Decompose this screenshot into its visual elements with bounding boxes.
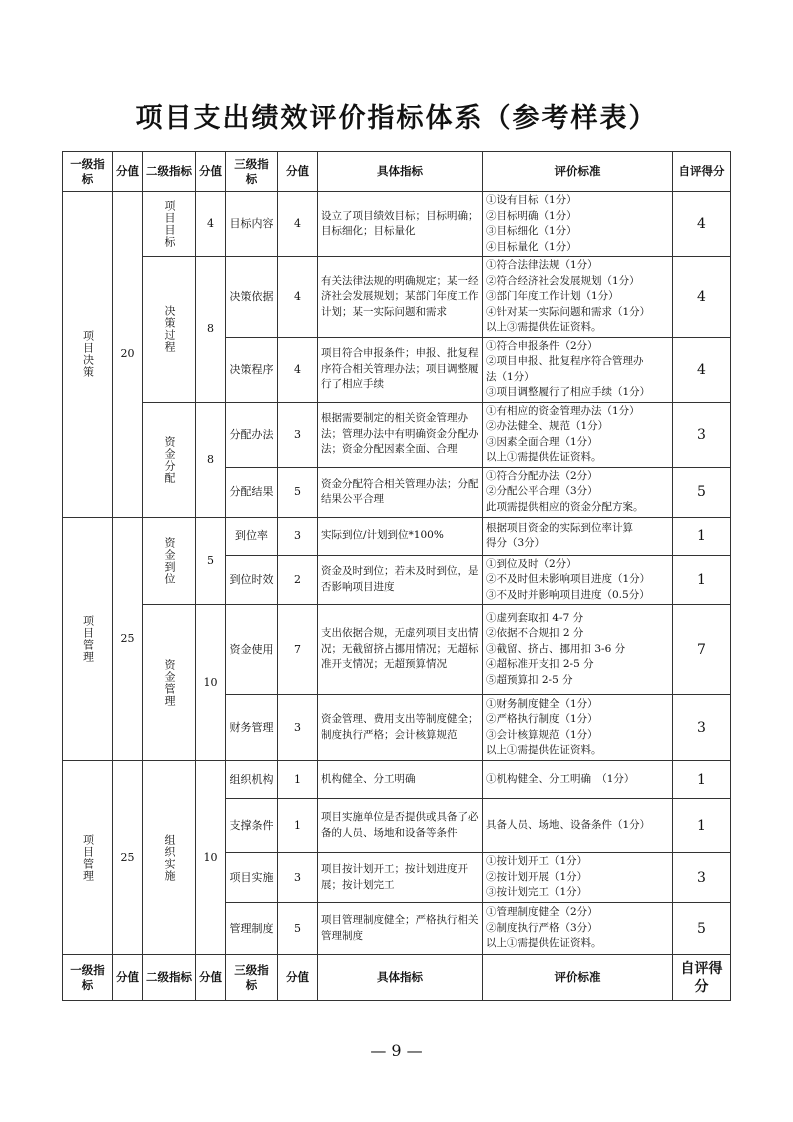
level3-score: 1 — [278, 761, 318, 799]
level3-score: 3 — [278, 402, 318, 467]
table-row — [63, 257, 731, 338]
level3-name: 到位率 — [226, 517, 278, 555]
level3-score: 4 — [278, 257, 318, 338]
self-score: 1 — [673, 799, 731, 853]
evaluation-standard — [483, 853, 673, 903]
level2-name: 决策过程 — [163, 305, 176, 354]
standard-line: ②严格执行制度（1分） — [486, 713, 598, 725]
header-std: 评价标准 — [483, 152, 673, 192]
level3-name: 项目实施 — [226, 853, 278, 903]
specific-indicator: 项目符合申报条件；申报、批复程序符合相关管理办法；项目调整履行了相应手续 — [318, 337, 483, 402]
level2-cell — [143, 605, 196, 761]
standard-line: ①财务制度健全（1分） — [486, 697, 598, 710]
self-score: 1 — [673, 761, 731, 799]
standard-line: ②不及时但未影响项目进度（1分） — [486, 573, 651, 585]
standard-line: ①符合申报条件（2分） — [486, 339, 598, 352]
standard-line: ②分配公平合理（3分） — [486, 485, 598, 498]
standard-line: 根据项目资金的实际到位率计算 — [486, 521, 633, 534]
level2-cell — [143, 192, 196, 257]
level3-score: 5 — [278, 903, 318, 955]
level3-score: 3 — [278, 517, 318, 555]
self-score: 4 — [673, 192, 731, 257]
evaluation-standard — [483, 761, 673, 799]
level3-name: 支撑条件 — [226, 799, 278, 853]
page-title: 项目支出绩效评价指标体系（参考样表） — [135, 103, 658, 134]
standard-line: ④针对某一实际问题和需求（1分） — [486, 305, 651, 318]
level1-score: 20 — [113, 192, 143, 518]
specific-indicator: 项目按计划开工；按计划进度开展；按计划完工 — [318, 853, 483, 903]
header-s1: 分值 — [113, 152, 143, 192]
level2-cell — [143, 402, 196, 517]
level2-score: 8 — [196, 402, 226, 517]
level1-score: 25 — [113, 517, 143, 761]
evaluation-standard — [483, 695, 673, 761]
level2-name: 资金到位 — [163, 536, 176, 585]
standard-line: ③截留、挤占、挪用扣 3-6 分 — [486, 642, 626, 655]
standard-line: ②办法健全、规范（1分） — [486, 420, 609, 432]
standard-line: ②按计划开展（1分） — [486, 870, 588, 883]
level2-name: 项目目标 — [163, 200, 176, 248]
footer-spec: 具体指标 — [318, 955, 483, 1001]
level2-score: 10 — [196, 605, 226, 761]
header-l2: 二级指标 — [143, 152, 196, 192]
header-l1: 一级指标 — [63, 152, 113, 192]
level3-name: 到位时效 — [226, 555, 278, 605]
standard-line: ①设有目标（1分） — [486, 194, 577, 206]
self-score: 3 — [673, 853, 731, 903]
standard-line: ②目标明确（1分） — [486, 209, 577, 222]
standard-line: ⑤超预算扣 2-5 分 — [486, 673, 573, 686]
level2-cell — [143, 517, 196, 605]
standard-line: ①按计划开工（1分） — [486, 855, 588, 868]
indicator-table — [62, 151, 731, 1001]
header-l3: 三级指标 — [226, 152, 278, 192]
table-row — [63, 605, 731, 695]
standard-line: ②依据不合规扣 2 分 — [486, 627, 584, 640]
footer-l1: 一级指标 — [63, 955, 113, 1001]
self-score: 4 — [673, 337, 731, 402]
header-self: 自评得分 — [673, 152, 731, 192]
standard-line: ②项目申报、批复程序符合管理办 — [486, 355, 644, 367]
evaluation-standard — [483, 555, 673, 605]
level3-name: 决策程序 — [226, 337, 278, 402]
specific-indicator: 支出依据合规，无虚列项目支出情况；无截留挤占挪用情况；无超标准开支情况；无超预算情况 — [318, 605, 483, 695]
standard-line: 此项需提供相应的资金分配方案。 — [486, 500, 644, 513]
header-s2: 分值 — [196, 152, 226, 192]
evaluation-standard — [483, 337, 673, 402]
level3-score: 1 — [278, 799, 318, 853]
self-score: 5 — [673, 903, 731, 955]
level3-score: 3 — [278, 695, 318, 761]
level1-name: 项目管理 — [81, 833, 95, 882]
level3-score: 4 — [278, 337, 318, 402]
footer-l3: 三级指标 — [226, 955, 278, 1001]
standard-line: ①管理制度健全（2分） — [486, 906, 598, 919]
footer-self: 自评得分 — [673, 955, 731, 1001]
level2-name: 组织实施 — [163, 833, 176, 882]
evaluation-standard — [483, 257, 673, 338]
footer-s3: 分值 — [278, 955, 318, 1001]
level3-name: 组织机构 — [226, 761, 278, 799]
footer-s2: 分值 — [196, 955, 226, 1001]
table-row — [63, 192, 731, 257]
level3-name: 资金使用 — [226, 605, 278, 695]
standard-line: ①虚列套取扣 4-7 分 — [486, 611, 584, 624]
specific-indicator: 设立了项目绩效目标；目标明确；目标细化；目标量化 — [318, 192, 483, 257]
level3-name: 决策依据 — [226, 257, 278, 338]
table-row — [63, 517, 731, 555]
level2-cell — [143, 761, 196, 955]
standard-line: ②制度执行严格（3分） — [486, 921, 598, 934]
standard-line: ③按计划完工（1分） — [486, 886, 588, 899]
standard-line: ①符合分配办法（2分） — [486, 469, 598, 482]
standard-line: 具备人员、场地、设备条件（1分） — [486, 818, 651, 831]
self-score: 1 — [673, 517, 731, 555]
specific-indicator: 根据需要制定的相关资金管理办法；管理办法中有明确资金分配办法；资金分配因素全面、合理 — [318, 402, 483, 467]
level2-score: 8 — [196, 257, 226, 403]
level2-score: 4 — [196, 192, 226, 257]
level3-score: 3 — [278, 853, 318, 903]
footer-l2: 二级指标 — [143, 955, 196, 1001]
level3-score: 4 — [278, 192, 318, 257]
specific-indicator: 有关法律法规的明确规定；某一经济社会发展规划；某部门年度工作计划；某一实际问题和需求 — [318, 257, 483, 338]
specific-indicator: 资金管理、费用支出等制度健全；制度执行严格；会计核算规范 — [318, 695, 483, 761]
level3-name: 目标内容 — [226, 192, 278, 257]
self-score: 7 — [673, 605, 731, 695]
standard-line: ①机构健全、分工明确 （1分） — [486, 772, 635, 785]
specific-indicator: 资金分配符合相关管理办法；分配结果公平合理 — [318, 467, 483, 517]
level2-name: 资金管理 — [163, 658, 176, 707]
header-spec: 具体指标 — [318, 152, 483, 192]
standard-line: ①符合法律法规（1分） — [486, 259, 598, 271]
evaluation-standard — [483, 192, 673, 257]
level1-name: 项目决策 — [81, 330, 95, 379]
standard-line: 以上①需提供佐证资料。 — [486, 937, 602, 950]
level3-name: 分配办法 — [226, 402, 278, 467]
standard-line: ④目标量化（1分） — [486, 240, 577, 253]
self-score: 5 — [673, 467, 731, 517]
standard-line: 以上③需提供佐证资料。 — [486, 321, 602, 333]
standard-line: ③部门年度工作计划（1分） — [486, 290, 619, 302]
footer-s1: 分值 — [113, 955, 143, 1001]
standard-line: 得分（3分） — [486, 537, 546, 549]
level1-cell — [63, 761, 113, 955]
standard-line: ④超标准开支扣 2-5 分 — [486, 658, 594, 671]
header-s3: 分值 — [278, 152, 318, 192]
standard-line: ①到位及时（2分） — [486, 557, 577, 570]
specific-indicator: 项目实施单位是否提供或具备了必备的人员、场地和设备等条件 — [318, 799, 483, 853]
standard-line: 以上①需提供佐证资料。 — [486, 451, 602, 463]
header-row — [63, 152, 731, 192]
evaluation-standard — [483, 605, 673, 695]
specific-indicator: 实际到位/计划到位*100% — [318, 517, 483, 555]
standard-line: ③会计核算规范（1分） — [486, 728, 598, 741]
evaluation-standard — [483, 517, 673, 555]
standard-line: ③项目调整履行了相应手续（1分） — [486, 386, 651, 398]
level3-score: 2 — [278, 555, 318, 605]
level3-score: 5 — [278, 467, 318, 517]
specific-indicator: 机构健全、分工明确 — [318, 761, 483, 799]
level2-cell — [143, 257, 196, 403]
table-row — [63, 402, 731, 467]
table-row — [63, 761, 731, 799]
evaluation-standard — [483, 903, 673, 955]
footer-header-row — [63, 955, 731, 1001]
level3-name: 财务管理 — [226, 695, 278, 761]
level2-name: 资金分配 — [163, 435, 176, 484]
self-score: 3 — [673, 695, 731, 761]
level1-score: 25 — [113, 761, 143, 955]
standard-line: ③因素全面合理（1分） — [486, 435, 598, 448]
level1-cell — [63, 192, 113, 518]
level1-cell — [63, 517, 113, 761]
level2-score: 5 — [196, 517, 226, 605]
level1-name: 项目管理 — [81, 614, 95, 663]
evaluation-standard — [483, 467, 673, 517]
self-score: 1 — [673, 555, 731, 605]
page-number: — 9 — — [370, 1041, 423, 1060]
self-score: 4 — [673, 257, 731, 338]
level2-score: 10 — [196, 761, 226, 955]
standard-line: ①有相应的资金管理办法（1分） — [486, 404, 640, 417]
level3-name: 管理制度 — [226, 903, 278, 955]
footer-std: 评价标准 — [483, 955, 673, 1001]
standard-line: 以上①需提供佐证资料。 — [486, 744, 602, 756]
standard-line: 法（1分） — [486, 370, 535, 383]
level3-name: 分配结果 — [226, 467, 278, 517]
level3-score: 7 — [278, 605, 318, 695]
standard-line: ③目标细化（1分） — [486, 225, 577, 237]
specific-indicator: 项目管理制度健全；严格执行相关管理制度 — [318, 903, 483, 955]
specific-indicator: 资金及时到位；若未及时到位，是否影响项目进度 — [318, 555, 483, 605]
standard-line: ②符合经济社会发展规划（1分） — [486, 274, 640, 287]
self-score: 3 — [673, 402, 731, 467]
evaluation-standard — [483, 402, 673, 467]
evaluation-standard — [483, 799, 673, 853]
standard-line: ③不及时并影响项目进度（0.5分） — [486, 588, 650, 601]
